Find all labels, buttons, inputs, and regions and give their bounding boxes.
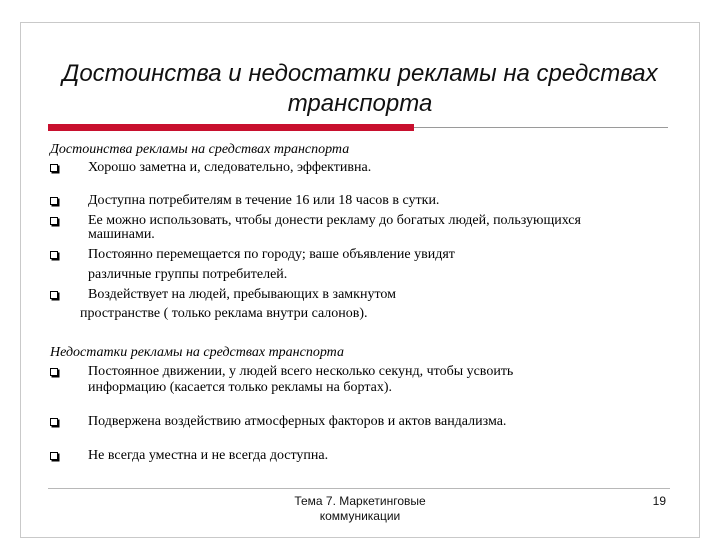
square-bullet-icon: [50, 164, 58, 172]
square-bullet-icon: [50, 217, 58, 225]
advantages-heading: Достоинства рекламы на средствах транспорта: [50, 142, 350, 157]
page-number: 19: [652, 494, 666, 508]
advantage-text: Доступна потребителям в течение 16 или 18 часов в сутки.: [88, 193, 440, 208]
disadvantage-text: Постоянное движении, у людей всего несколько секунд, чтобы усвоить: [88, 364, 514, 379]
footer-topic: [250, 494, 470, 524]
slide-title-line2: транспорта: [287, 90, 433, 117]
advantage-text-continued: машинами.: [88, 227, 155, 242]
disadvantage-text: Не всегда уместна и не всегда доступна.: [88, 448, 329, 463]
square-bullet-icon: [50, 368, 58, 376]
square-bullet-icon: [50, 418, 58, 426]
footer-divider: [48, 488, 670, 489]
advantage-text-continued: различные группы потребителей.: [88, 267, 288, 282]
footer-topic-line2: коммуникации: [319, 509, 401, 523]
advantage-text: Постоянно перемещается по городу; ваше объявление увидят: [88, 247, 455, 262]
advantage-text: Воздействует на людей, пребывающих в замкнутом: [88, 287, 396, 302]
footer-topic-line1: Тема 7. Маркетинговые: [294, 494, 426, 508]
title-accent-rule: [48, 124, 414, 131]
disadvantage-text-continued: информацию (касается только рекламы на бортах).: [88, 380, 392, 395]
advantage-text: Ее можно использовать, чтобы донести рекламу до богатых людей, пользующихся: [88, 213, 581, 228]
slide-title: [30, 59, 690, 119]
title-divider-rule: [414, 127, 668, 128]
square-bullet-icon: [50, 251, 58, 259]
square-bullet-icon: [50, 452, 58, 460]
advantage-text-continued: пространстве ( только реклама внутри салонов).: [80, 306, 368, 321]
advantage-text: Хорошо заметна и, следовательно, эффективна.: [88, 160, 372, 175]
disadvantages-heading: Недостатки рекламы на средствах транспорта: [50, 345, 344, 360]
square-bullet-icon: [50, 197, 58, 205]
disadvantage-text: Подвержена воздействию атмосферных факторов и актов вандализма.: [88, 414, 507, 429]
slide-title-line1: Достоинства и недостатки рекламы на средствах: [62, 60, 658, 87]
square-bullet-icon: [50, 291, 58, 299]
